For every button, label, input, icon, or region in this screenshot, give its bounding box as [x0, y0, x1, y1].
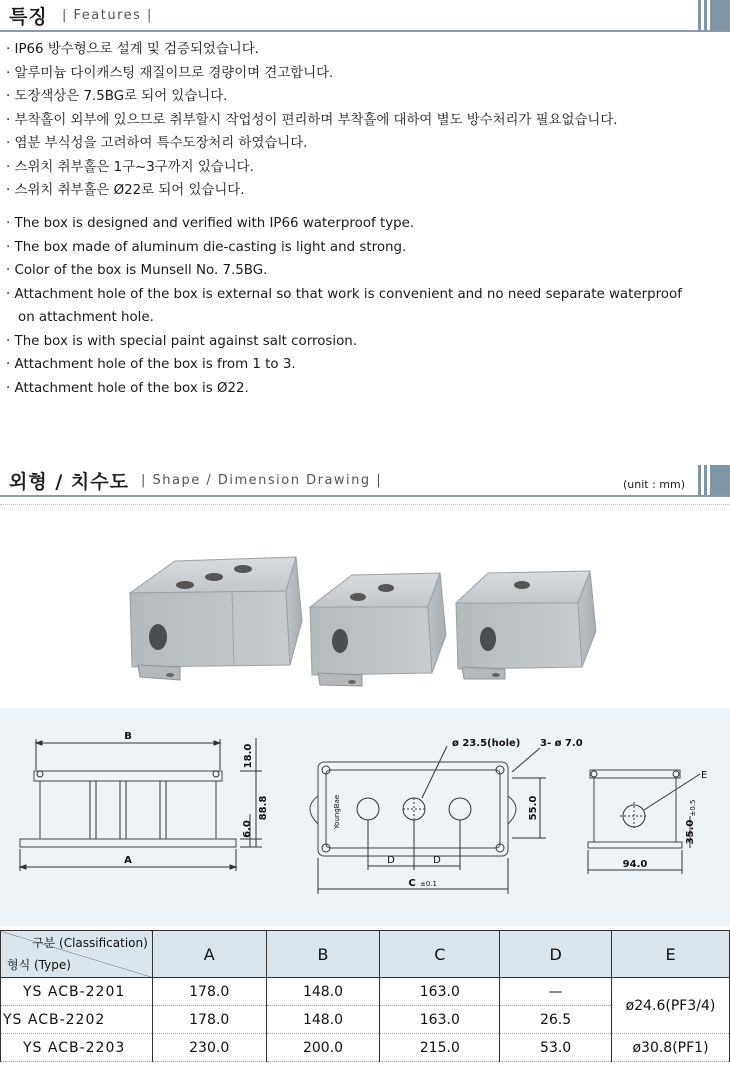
header-diagonal-cell: [1, 931, 153, 978]
cell-A: 178.0: [152, 978, 266, 1006]
features-header: [0, 0, 730, 32]
label-A: A: [124, 855, 132, 866]
cell-C: 163.0: [380, 978, 500, 1006]
dim-35: 35.0: [685, 819, 696, 845]
cell-D: 53.0: [500, 1034, 612, 1062]
tolerance-c: ±0.1: [420, 880, 437, 888]
brand-mark: YoungBae: [333, 794, 341, 830]
feature-ko-item: · 스위치 취부홀은 1구~3구까지 있습니다.: [6, 159, 254, 175]
box-2-hole-photo: [310, 573, 446, 686]
divider: [0, 504, 730, 505]
cell-B: 200.0: [266, 1034, 380, 1062]
cell-type: YS ACB-2202: [1, 1006, 153, 1034]
label-D-right: D: [433, 855, 441, 866]
feature-ko-item: · 부착홀이 외부에 있으므로 취부할시 작업성이 편리하며 부착홀에 대하여 별도 방수처리가 필요없습니다.: [6, 112, 618, 128]
header-accent-bar: [698, 0, 730, 30]
cell-E: ø24.6(PF3/4): [612, 978, 730, 1034]
col-header-C: C: [380, 931, 500, 978]
dim-18: 18.0: [243, 743, 254, 769]
feature-en-item: · The box is with special paint against salt corrosion.: [6, 333, 358, 349]
cell-C: 215.0: [380, 1034, 500, 1062]
side-view: [20, 731, 269, 871]
table-row: [1, 978, 730, 1006]
col-header-D: D: [500, 931, 612, 978]
cell-B: 148.0: [266, 978, 380, 1006]
switch-hole-left: [357, 798, 379, 820]
col-header-E: E: [612, 931, 730, 978]
dim-94: 94.0: [622, 859, 648, 870]
unit-label: (unit : mm): [622, 478, 685, 491]
cell-A: 230.0: [152, 1034, 266, 1062]
col-header-B: B: [266, 931, 380, 978]
header-accent-bar: [698, 465, 730, 495]
cell-A: 178.0: [152, 1006, 266, 1034]
features-subtitle: | Features |: [62, 8, 153, 23]
feature-ko-item: · 염분 부식성을 고려하여 특수도장처리 하였습니다.: [6, 136, 308, 151]
cell-C: 163.0: [380, 1006, 500, 1034]
product-photo: [0, 515, 730, 707]
dimension-drawing: [0, 708, 730, 926]
feature-en-item-continuation: on attachment hole.: [18, 310, 154, 325]
dimension-subtitle: | Shape / Dimension Drawing |: [141, 473, 383, 488]
cell-type: YS ACB-2203: [1, 1034, 153, 1062]
feature-en-item: · Attachment hole of the box is Ø22.: [6, 380, 249, 396]
dimension-title: 외형 / 치수도: [9, 471, 129, 493]
feature-ko-item: · 알루미늄 다이캐스팅 재질이므로 경량이며 견고합니다.: [6, 65, 334, 81]
tolerance-e: ±0.5: [689, 799, 697, 817]
cell-D: —: [500, 978, 612, 1006]
switch-hole-right: [449, 798, 471, 820]
dimension-header: [0, 465, 730, 497]
switch-hole-center: [403, 798, 425, 820]
boxes-illustration: [0, 515, 730, 707]
dim-6: 6.0: [242, 820, 253, 838]
front-view: [588, 770, 707, 874]
features-title: 특징: [9, 6, 48, 28]
box-3-hole-photo: [130, 557, 302, 680]
hole-diameter-label: ø 23.5(hole): [452, 738, 521, 749]
cell-B: 148.0: [266, 1006, 380, 1034]
box-1-hole-photo: [456, 571, 596, 679]
feature-en-item-text: · Attachment hole of the box is external so that work is convenient and no need separate waterproof: [6, 286, 682, 302]
label-D-left: D: [387, 855, 395, 866]
cell-D: 26.5: [500, 1006, 612, 1034]
header-type: 형식 (Type): [7, 958, 71, 972]
feature-ko-item: · 스위치 취부홀은 Ø22로 되어 있습니다.: [6, 183, 245, 198]
features-list-korean: [6, 38, 618, 203]
feature-en-item: · The box made of aluminum die-casting is light and strong.: [6, 239, 407, 255]
header-classification: 구분 (Classification): [32, 936, 148, 950]
top-view: [310, 738, 583, 894]
cell-type: YS ACB-2201: [1, 978, 153, 1006]
feature-en-item: · Attachment hole of the box is from 1 to 3.: [6, 357, 296, 372]
table-header-row: [1, 931, 730, 978]
feature-en-item: [6, 283, 682, 330]
features-list-english: [6, 212, 682, 400]
spec-table: [0, 930, 730, 1062]
table-row: [1, 1034, 730, 1062]
dim-55: 55.0: [528, 795, 539, 821]
cell-E: ø30.8(PF1): [612, 1034, 730, 1062]
feature-en-item: · Color of the box is Munsell No. 7.5BG.: [6, 263, 268, 278]
label-C: C: [408, 878, 416, 889]
feature-ko-item: · 도장색상은 7.5BG로 되어 있습니다.: [6, 89, 228, 104]
dim-88-8: 88.8: [258, 795, 269, 821]
label-E: E: [701, 770, 708, 781]
mount-holes-label: 3- ø 7.0: [540, 738, 583, 749]
col-header-A: A: [152, 931, 266, 978]
label-B: B: [124, 731, 132, 742]
feature-ko-item: · IP66 방수형으로 설계 및 검증되었습니다.: [6, 42, 259, 57]
feature-en-item: · The box is designed and verified with IP66 waterproof type.: [6, 216, 415, 231]
